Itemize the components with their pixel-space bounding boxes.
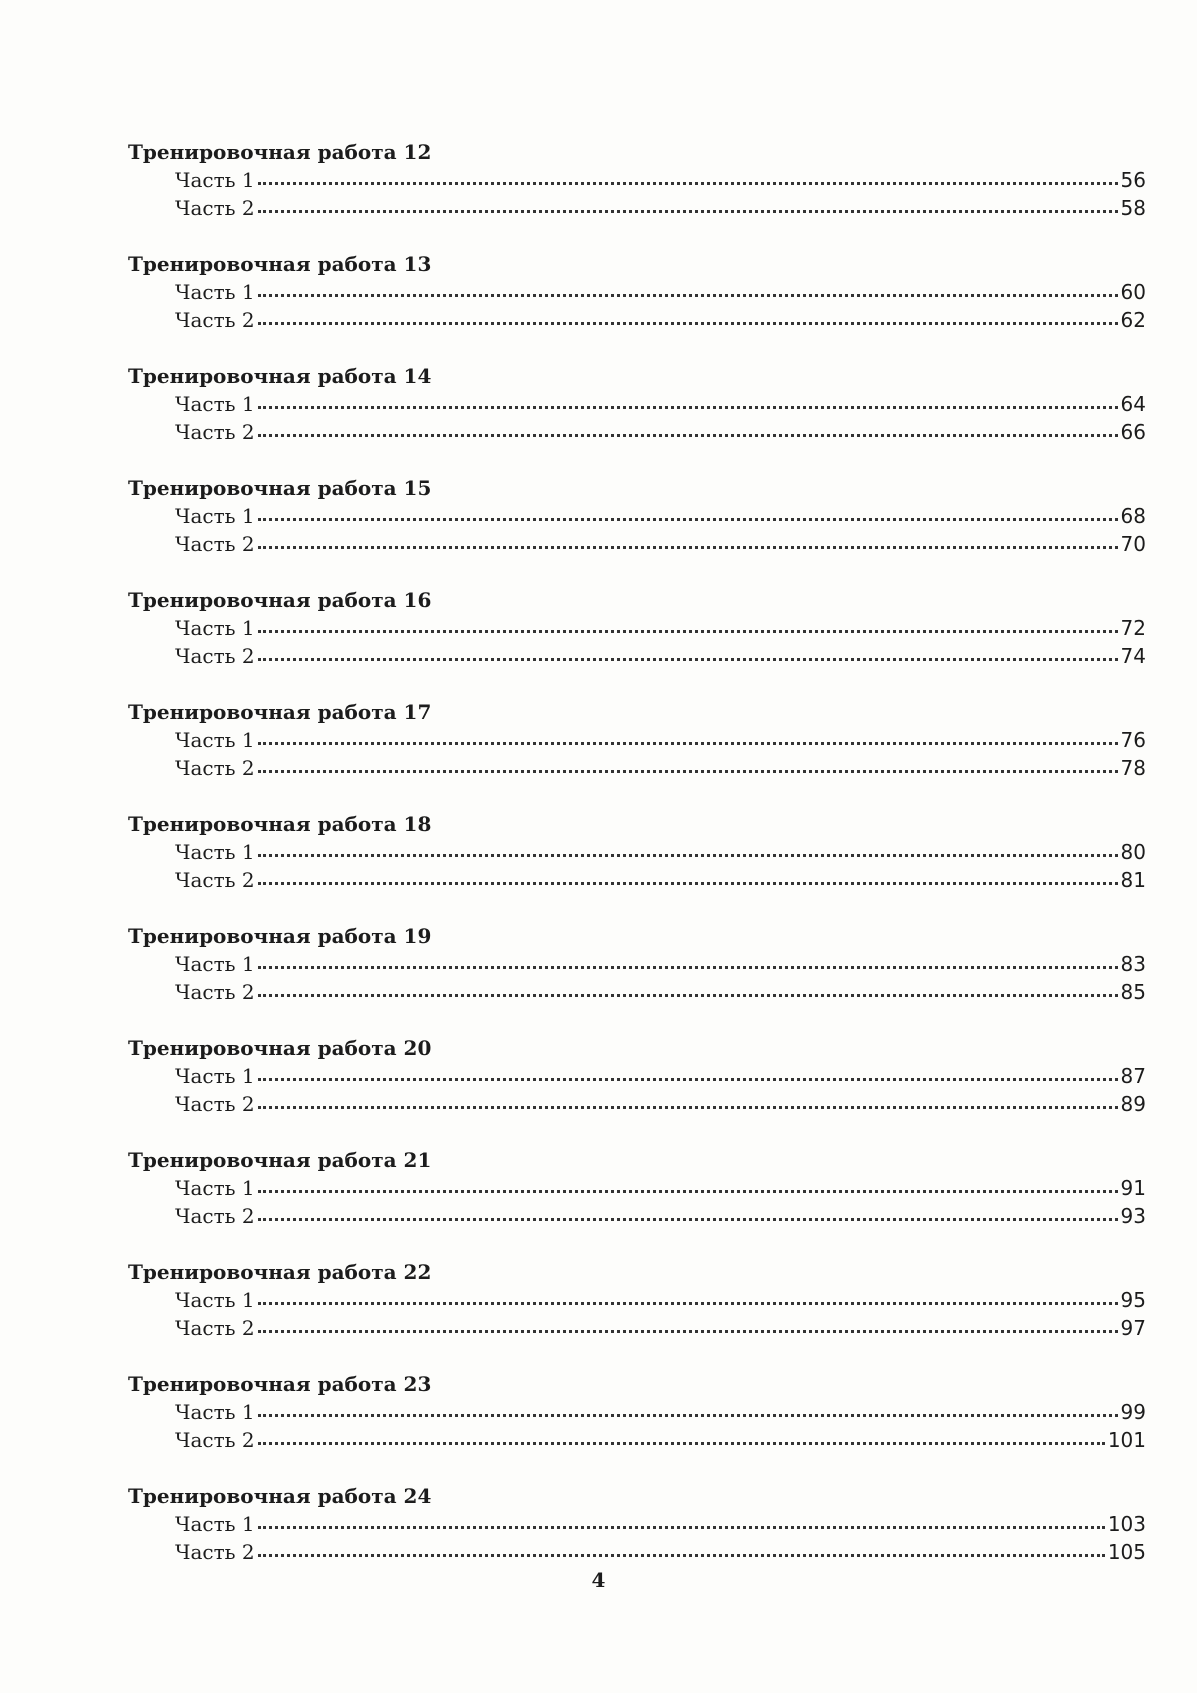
- toc-entry[interactable]: [175, 390, 1146, 418]
- entry-label: Часть 2: [175, 1428, 255, 1452]
- toc-entry[interactable]: [175, 726, 1146, 754]
- entry-page: 97: [1120, 1316, 1146, 1340]
- section-title: Тренировочная работа 15: [128, 476, 432, 500]
- entry-page: 91: [1120, 1176, 1146, 1200]
- entry-page: 85: [1120, 980, 1146, 1004]
- page-number: 4: [591, 1568, 606, 1592]
- entry-label: Часть 2: [175, 868, 255, 892]
- section-title: Тренировочная работа 12: [128, 140, 432, 164]
- toc-entry[interactable]: [175, 166, 1146, 194]
- section-title: Тренировочная работа 21: [128, 1148, 432, 1172]
- entry-label: Часть 2: [175, 196, 255, 220]
- entry-label: Часть 2: [175, 1204, 255, 1228]
- entry-label: Часть 1: [175, 616, 255, 640]
- toc-entry[interactable]: [175, 194, 1146, 222]
- entry-page: 99: [1120, 1400, 1146, 1424]
- dot-leader: [258, 770, 1118, 773]
- toc-section: [128, 1370, 1146, 1482]
- entry-label: Часть 1: [175, 1400, 255, 1424]
- entry-page: 81: [1120, 868, 1146, 892]
- toc-entry[interactable]: [175, 306, 1146, 334]
- section-title: Тренировочная работа 14: [128, 364, 432, 388]
- toc-section: [128, 586, 1146, 698]
- dot-leader: [258, 742, 1118, 745]
- section-title: Тренировочная работа 13: [128, 252, 432, 276]
- entry-page: 105: [1107, 1540, 1146, 1564]
- toc-section: [128, 1258, 1146, 1370]
- dot-leader: [258, 1302, 1118, 1305]
- entry-page: 66: [1120, 420, 1146, 444]
- entry-page: 83: [1120, 952, 1146, 976]
- section-title: Тренировочная работа 18: [128, 812, 432, 836]
- entry-label: Часть 1: [175, 280, 255, 304]
- dot-leader: [258, 1218, 1118, 1221]
- toc-entry[interactable]: [175, 1090, 1146, 1118]
- toc-section: [128, 1034, 1146, 1146]
- dot-leader: [258, 1190, 1118, 1193]
- entry-label: Часть 2: [175, 420, 255, 444]
- table-of-contents: [128, 138, 1146, 1594]
- entry-page: 56: [1120, 168, 1146, 192]
- entry-page: 58: [1120, 196, 1146, 220]
- entry-label: Часть 2: [175, 308, 255, 332]
- section-title: Тренировочная работа 24: [128, 1484, 432, 1508]
- dot-leader: [258, 434, 1118, 437]
- toc-entry[interactable]: [175, 1398, 1146, 1426]
- dot-leader: [258, 322, 1118, 325]
- toc-entry[interactable]: [175, 1314, 1146, 1342]
- entry-label: Часть 2: [175, 1316, 255, 1340]
- entry-page: 89: [1120, 1092, 1146, 1116]
- toc-entry[interactable]: [175, 1174, 1146, 1202]
- dot-leader: [258, 294, 1118, 297]
- entry-page: 80: [1120, 840, 1146, 864]
- toc-entry[interactable]: [175, 1538, 1146, 1566]
- toc-section: [128, 1146, 1146, 1258]
- toc-entry[interactable]: [175, 1510, 1146, 1538]
- toc-entry[interactable]: [175, 642, 1146, 670]
- dot-leader: [258, 518, 1118, 521]
- entry-page: 101: [1107, 1428, 1146, 1452]
- entry-page: 68: [1120, 504, 1146, 528]
- toc-entry[interactable]: [175, 530, 1146, 558]
- entry-label: Часть 2: [175, 644, 255, 668]
- entry-label: Часть 1: [175, 168, 255, 192]
- toc-entry[interactable]: [175, 838, 1146, 866]
- dot-leader: [258, 1330, 1118, 1333]
- dot-leader: [258, 1442, 1105, 1445]
- entry-page: 64: [1120, 392, 1146, 416]
- entry-label: Часть 1: [175, 1512, 255, 1536]
- entry-label: Часть 1: [175, 504, 255, 528]
- toc-entry[interactable]: [175, 1202, 1146, 1230]
- dot-leader: [258, 1526, 1105, 1529]
- toc-section: [128, 362, 1146, 474]
- toc-section: [128, 138, 1146, 250]
- toc-entry[interactable]: [175, 278, 1146, 306]
- dot-leader: [258, 406, 1118, 409]
- entry-label: Часть 1: [175, 728, 255, 752]
- toc-entry[interactable]: [175, 502, 1146, 530]
- toc-section: [128, 698, 1146, 810]
- toc-section: [128, 474, 1146, 586]
- entry-label: Часть 1: [175, 840, 255, 864]
- dot-leader: [258, 182, 1118, 185]
- toc-entry[interactable]: [175, 614, 1146, 642]
- entry-page: 103: [1107, 1512, 1146, 1536]
- entry-page: 60: [1120, 280, 1146, 304]
- toc-section: [128, 810, 1146, 922]
- dot-leader: [258, 882, 1118, 885]
- entry-page: 76: [1120, 728, 1146, 752]
- dot-leader: [258, 1106, 1118, 1109]
- toc-entry[interactable]: [175, 754, 1146, 782]
- dot-leader: [258, 210, 1118, 213]
- section-title: Тренировочная работа 17: [128, 700, 432, 724]
- toc-entry[interactable]: [175, 1286, 1146, 1314]
- section-title: Тренировочная работа 16: [128, 588, 432, 612]
- entry-label: Часть 2: [175, 756, 255, 780]
- toc-entry[interactable]: [175, 418, 1146, 446]
- toc-entry[interactable]: [175, 1062, 1146, 1090]
- entry-page: 93: [1120, 1204, 1146, 1228]
- entry-label: Часть 2: [175, 980, 255, 1004]
- entry-page: 70: [1120, 532, 1146, 556]
- entry-page: 72: [1120, 616, 1146, 640]
- section-title: Тренировочная работа 20: [128, 1036, 432, 1060]
- entry-label: Часть 2: [175, 1092, 255, 1116]
- entry-label: Часть 1: [175, 392, 255, 416]
- dot-leader: [258, 1554, 1105, 1557]
- toc-section: [128, 250, 1146, 362]
- section-title: Тренировочная работа 22: [128, 1260, 432, 1284]
- dot-leader: [258, 546, 1118, 549]
- entry-page: 62: [1120, 308, 1146, 332]
- dot-leader: [258, 854, 1118, 857]
- dot-leader: [258, 994, 1118, 997]
- dot-leader: [258, 1414, 1118, 1417]
- dot-leader: [258, 630, 1118, 633]
- dot-leader: [258, 966, 1118, 969]
- entry-page: 95: [1120, 1288, 1146, 1312]
- toc-entry[interactable]: [175, 866, 1146, 894]
- entry-label: Часть 1: [175, 952, 255, 976]
- entry-label: Часть 2: [175, 532, 255, 556]
- toc-entry[interactable]: [175, 978, 1146, 1006]
- entry-label: Часть 1: [175, 1176, 255, 1200]
- toc-section: [128, 922, 1146, 1034]
- entry-label: Часть 1: [175, 1288, 255, 1312]
- toc-entry[interactable]: [175, 1426, 1146, 1454]
- entry-label: Часть 1: [175, 1064, 255, 1088]
- dot-leader: [258, 1078, 1118, 1081]
- entry-page: 87: [1120, 1064, 1146, 1088]
- entry-label: Часть 2: [175, 1540, 255, 1564]
- entry-page: 74: [1120, 644, 1146, 668]
- toc-entry[interactable]: [175, 950, 1146, 978]
- entry-page: 78: [1120, 756, 1146, 780]
- section-title: Тренировочная работа 19: [128, 924, 432, 948]
- dot-leader: [258, 658, 1118, 661]
- section-title: Тренировочная работа 23: [128, 1372, 432, 1396]
